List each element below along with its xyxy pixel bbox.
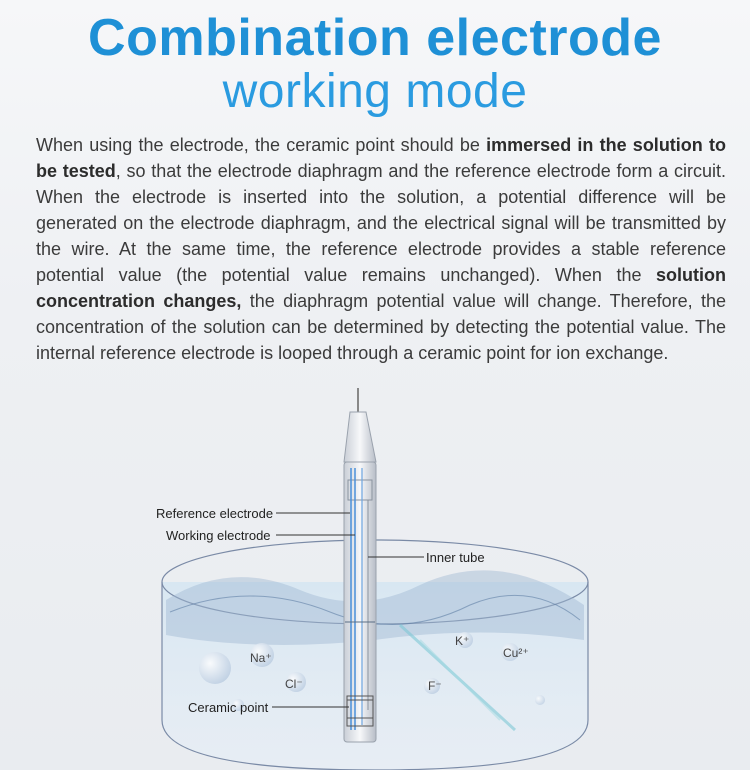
- electrode: [344, 388, 376, 742]
- ion-f: F⁻: [428, 679, 442, 693]
- ion-cl: Cl⁻: [285, 677, 303, 691]
- paragraph-text-2: , so that the electrode diaphragm and the reference electrode form a circuit. When the electrode is inserted into the solution, a potential difference will be generated on the electrode diaphragm, and the electrical signal will be transmitted by the wire. At the same time, the reference electrode provides a stable reference potential value (the potential value remains unchanged). When the: [36, 161, 726, 285]
- description-paragraph: [36, 132, 726, 366]
- paragraph-text-3: the diaphragm potential value will change. Therefore, the concentration of the solution can be determined by detecting the potential value. The internal reference electrode is looped through a ceramic point for ion exchange.: [36, 291, 726, 363]
- label-inner-tube: Inner tube: [426, 550, 485, 565]
- label-ceramic-point: Ceramic point: [188, 700, 269, 715]
- label-reference-electrode: Reference electrode: [156, 506, 274, 521]
- title-line-2: working mode: [222, 65, 528, 118]
- paragraph-text-1: When using the electrode, the ceramic point should be: [36, 135, 487, 155]
- ion-na: Na⁺: [250, 651, 272, 665]
- electrode-diagram: [0, 380, 750, 770]
- ion-k: K⁺: [455, 634, 470, 648]
- paragraph-bold-1: immersed in the solution to be tested: [36, 135, 726, 181]
- paragraph-bold-2: solution concentration changes,: [36, 265, 726, 311]
- ion-cu: Cu²⁺: [503, 646, 529, 660]
- title-line-1: Combination electrode: [88, 9, 662, 67]
- label-working-electrode: Working electrode: [166, 528, 271, 543]
